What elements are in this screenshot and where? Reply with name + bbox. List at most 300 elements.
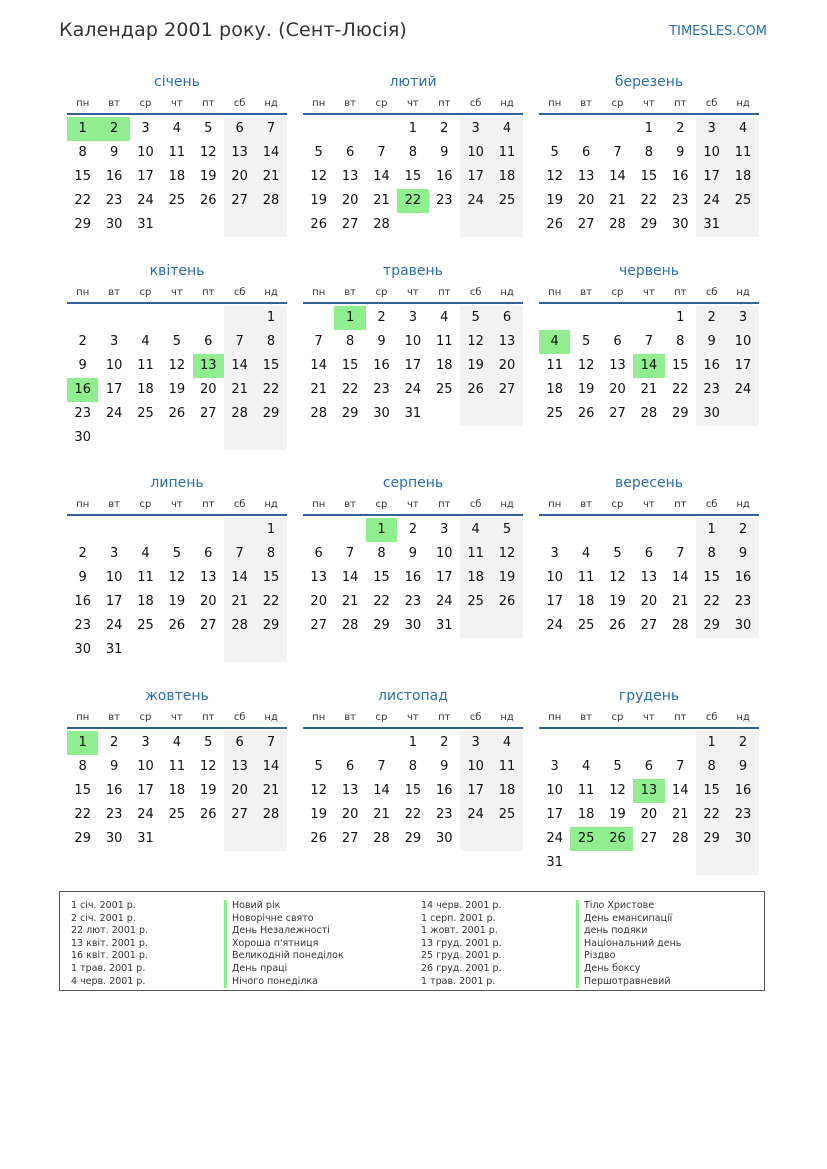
day-blank [602, 306, 633, 330]
day-cell: 11 [577, 570, 595, 585]
day-cell: 2 [78, 546, 87, 561]
day-cell: 14 [224, 354, 255, 378]
day-cell: 4 [172, 121, 181, 136]
day-cell: 17 [546, 807, 563, 822]
day-cell: 20 [609, 382, 626, 397]
day-cell: 29 [74, 831, 91, 846]
day-cell: 2 [109, 735, 119, 750]
weekday-label: пт [438, 287, 451, 298]
weekday-label: сб [469, 499, 482, 510]
day-cell: 30 [696, 402, 727, 426]
day-cell: 22 [404, 807, 422, 822]
day-cell: 23 [671, 193, 689, 208]
day-cell: 30 [435, 831, 453, 846]
day-blank [224, 518, 255, 542]
day-cell: 19 [199, 783, 217, 798]
day-cell: 24 [435, 594, 453, 609]
day-cell: 3 [141, 735, 150, 750]
page-title: Календар 2001 року. (Сент-Люсія) [59, 19, 407, 41]
day-blank [460, 213, 491, 237]
day-cell: 16 [105, 783, 123, 798]
day-cell: 4 [727, 117, 758, 141]
day-cell: 16 [435, 169, 453, 184]
day-cell: 21 [373, 807, 390, 822]
weekday-label: ср [139, 712, 152, 723]
day-cell: 24 [546, 831, 563, 846]
legend-names-left [224, 900, 344, 988]
day-cell: 2 [440, 121, 449, 136]
day-blank [255, 638, 286, 662]
day-cell: 8 [78, 145, 87, 160]
day-blank [602, 518, 633, 542]
legend-holiday-name: День Незалежності [224, 925, 344, 938]
weekday-label: сб [705, 499, 718, 510]
day-cell: 30 [727, 827, 758, 851]
day-cell: 25 [491, 803, 522, 827]
day-cell: 8 [78, 759, 87, 774]
day-blank [193, 306, 224, 330]
day-blank [224, 638, 255, 662]
day-cell: 7 [255, 117, 286, 141]
weekday-label: пн [548, 287, 562, 298]
day-cell: 26 [199, 807, 217, 822]
holiday-day-cell: 1 [366, 518, 397, 542]
day-blank [460, 402, 491, 426]
weekday-rule [67, 113, 287, 115]
day-cell: 5 [204, 735, 213, 750]
day-cell: 2 [408, 522, 417, 537]
day-cell: 20 [640, 807, 658, 822]
day-cell: 29 [696, 827, 727, 851]
day-blank [429, 402, 460, 426]
day-cell: 24 [137, 807, 154, 822]
day-cell: 17 [460, 165, 491, 189]
month-name: березень [614, 74, 684, 90]
weekday-label: ср [139, 287, 152, 298]
day-cell: 17 [546, 594, 563, 609]
day-cell: 2 [78, 334, 87, 349]
day-cell: 12 [491, 542, 522, 566]
day-cell: 21 [640, 382, 658, 397]
day-cell: 16 [105, 169, 123, 184]
day-blank [255, 426, 286, 450]
weekday-label: чт [643, 712, 655, 723]
day-cell: 19 [460, 354, 491, 378]
day-blank [193, 213, 224, 237]
holiday-day-cell: 13 [633, 779, 664, 803]
weekday-label: нд [500, 287, 514, 298]
day-cell: 4 [440, 310, 449, 325]
day-cell: 23 [435, 807, 453, 822]
day-cell: 12 [609, 783, 626, 798]
day-blank [570, 731, 601, 755]
day-cell: 25 [168, 193, 186, 208]
legend-holiday-name: Національний день [576, 938, 681, 951]
weekday-label: чт [171, 287, 183, 298]
day-cell: 2 [377, 310, 386, 325]
day-cell: 24 [727, 378, 758, 402]
day-cell: 5 [460, 306, 491, 330]
day-cell: 28 [640, 406, 658, 421]
legend-date: 22 лют. 2001 р. [71, 925, 148, 937]
day-blank [161, 306, 192, 330]
month-10 [67, 686, 287, 851]
day-blank [491, 827, 522, 851]
day-cell: 19 [199, 169, 217, 184]
weekday-label: пт [202, 499, 215, 510]
day-cell: 9 [109, 145, 119, 160]
day-cell: 13 [341, 783, 359, 798]
day-cell: 30 [74, 642, 91, 657]
day-blank [255, 827, 286, 851]
day-cell: 15 [404, 783, 422, 798]
day-cell: 22 [341, 382, 359, 397]
day-cell: 14 [224, 566, 255, 590]
month-8 [303, 473, 523, 638]
day-cell: 12 [168, 570, 186, 585]
day-cell: 19 [310, 193, 327, 208]
month-name: грудень [618, 688, 680, 704]
day-blank [727, 213, 758, 237]
day-blank [727, 851, 758, 875]
day-blank [334, 117, 365, 141]
day-cell: 30 [105, 831, 123, 846]
day-cell: 24 [137, 193, 154, 208]
day-cell: 8 [696, 542, 727, 566]
day-cell: 1 [676, 310, 685, 325]
day-cell: 6 [345, 145, 355, 160]
day-cell: 19 [310, 807, 327, 822]
day-cell: 14 [373, 169, 390, 184]
day-cell: 28 [341, 618, 359, 633]
day-cell: 31 [546, 855, 563, 870]
day-cell: 5 [172, 334, 181, 349]
day-cell: 25 [491, 189, 522, 213]
weekday-label: пн [76, 712, 90, 723]
day-cell: 17 [435, 570, 453, 585]
day-cell: 9 [109, 759, 119, 774]
day-cell: 24 [460, 189, 491, 213]
day-cell: 18 [577, 807, 595, 822]
day-cell: 14 [255, 141, 286, 165]
weekday-label: вт [344, 712, 356, 723]
day-cell: 15 [671, 358, 689, 373]
weekday-label: нд [736, 499, 750, 510]
day-cell: 25 [137, 618, 154, 633]
day-cell: 15 [696, 566, 727, 590]
holiday-day-cell: 1 [67, 117, 98, 141]
day-blank [255, 213, 286, 237]
day-cell: 11 [137, 358, 154, 373]
day-blank [491, 402, 522, 426]
weekday-label: ср [375, 712, 388, 723]
day-cell: 10 [546, 570, 563, 585]
day-cell: 5 [581, 334, 591, 349]
day-cell: 21 [341, 594, 359, 609]
day-cell: 16 [696, 354, 727, 378]
weekday-label: вт [344, 499, 356, 510]
day-cell: 30 [671, 217, 689, 232]
day-cell: 26 [546, 217, 563, 232]
month-name: травень [383, 263, 443, 279]
day-blank [633, 306, 664, 330]
day-cell: 28 [609, 217, 626, 232]
day-cell: 28 [671, 831, 689, 846]
day-cell: 21 [373, 193, 390, 208]
weekday-label: ср [611, 98, 624, 109]
site-link[interactable]: TIMESLES.COM [669, 24, 767, 39]
legend-date: 13 квіт. 2001 р. [71, 937, 148, 949]
holiday-day-cell: 22 [397, 189, 428, 213]
month-12 [539, 686, 759, 875]
holiday-day-cell: 2 [98, 117, 129, 141]
day-cell: 9 [78, 358, 87, 373]
day-cell: 20 [577, 193, 595, 208]
weekday-label: пн [548, 499, 562, 510]
weekday-label: вт [580, 499, 592, 510]
weekday-label: чт [643, 98, 655, 109]
legend-holiday-name: Новорічне свято [224, 913, 344, 926]
day-cell: 24 [404, 382, 422, 397]
day-cell: 6 [224, 731, 255, 755]
month-name: вересень [614, 475, 684, 491]
day-cell: 3 [550, 546, 559, 561]
day-cell: 10 [137, 759, 154, 774]
holiday-day-cell: 1 [334, 306, 365, 330]
weekday-label: вт [108, 98, 120, 109]
day-blank [130, 306, 161, 330]
weekday-label: пт [674, 499, 687, 510]
day-cell: 24 [696, 189, 727, 213]
weekday-label: чт [407, 712, 419, 723]
legend-date: 16 квіт. 2001 р. [71, 950, 148, 962]
day-blank [98, 426, 129, 450]
day-cell: 27 [199, 618, 217, 633]
day-cell: 25 [435, 382, 453, 397]
month-5 [303, 261, 523, 426]
day-cell: 28 [671, 618, 689, 633]
day-cell: 23 [74, 618, 91, 633]
day-cell: 19 [546, 193, 563, 208]
legend-date: 1 серп. 2001 р. [421, 912, 496, 924]
day-cell: 1 [644, 121, 653, 136]
day-cell: 3 [727, 306, 758, 330]
month-9 [539, 473, 759, 638]
day-cell: 1 [408, 121, 417, 136]
legend-dates-left [71, 900, 148, 988]
legend-date: 14 черв. 2001 р. [421, 900, 502, 911]
day-cell: 13 [199, 570, 217, 585]
day-blank [161, 638, 192, 662]
day-cell: 10 [137, 145, 154, 160]
day-cell: 2 [727, 731, 758, 755]
day-cell: 3 [408, 310, 417, 325]
day-cell: 30 [74, 430, 91, 445]
day-cell: 28 [255, 803, 286, 827]
day-cell: 4 [141, 546, 150, 561]
day-cell: 29 [373, 618, 390, 633]
weekday-label: вт [108, 499, 120, 510]
day-cell: 4 [491, 117, 522, 141]
day-cell: 6 [204, 334, 213, 349]
day-blank [429, 213, 460, 237]
day-cell: 10 [727, 330, 758, 354]
legend-date: 25 груд. 2001 р. [421, 950, 502, 962]
day-cell: 25 [546, 406, 563, 421]
weekday-rule [539, 514, 759, 516]
day-cell: 17 [404, 358, 422, 373]
day-cell: 25 [460, 590, 491, 614]
day-cell: 5 [314, 145, 323, 160]
day-cell: 25 [577, 618, 595, 633]
day-cell: 9 [377, 334, 386, 349]
day-cell: 10 [460, 141, 491, 165]
day-blank [193, 518, 224, 542]
weekday-label: пт [202, 98, 215, 109]
weekday-label: пт [202, 712, 215, 723]
day-cell: 18 [168, 783, 186, 798]
day-cell: 26 [577, 406, 595, 421]
legend-holiday-name: Великодній понеділок [224, 950, 344, 963]
day-cell: 20 [224, 165, 255, 189]
day-cell: 25 [727, 189, 758, 213]
legend-date: 26 груд. 2001 р. [421, 962, 502, 974]
weekday-label: ср [611, 287, 624, 298]
day-cell: 2 [727, 518, 758, 542]
day-cell: 1 [408, 735, 417, 750]
day-cell: 10 [105, 358, 123, 373]
day-cell: 18 [137, 382, 154, 397]
day-blank [633, 851, 664, 875]
weekday-label: ср [375, 499, 388, 510]
day-cell: 6 [644, 546, 653, 561]
weekday-label: пт [674, 712, 687, 723]
weekday-label: нд [500, 499, 514, 510]
day-cell: 27 [224, 803, 255, 827]
day-cell: 15 [341, 358, 359, 373]
weekday-rule [303, 113, 523, 115]
weekday-rule [539, 727, 759, 729]
day-cell: 15 [404, 169, 422, 184]
weekday-label: нд [500, 712, 514, 723]
weekday-label: чт [407, 287, 419, 298]
day-blank [224, 213, 255, 237]
weekday-label: пт [202, 287, 215, 298]
holiday-day-cell: 1 [67, 731, 98, 755]
month-name: січень [154, 74, 200, 90]
day-cell: 1 [696, 518, 727, 542]
holiday-day-cell: 13 [193, 354, 224, 378]
day-cell: 30 [404, 618, 422, 633]
weekday-label: пт [674, 98, 687, 109]
day-cell: 29 [74, 217, 91, 232]
weekday-rule [303, 727, 523, 729]
day-blank [539, 731, 570, 755]
day-cell: 10 [696, 141, 727, 165]
day-cell: 26 [310, 831, 327, 846]
day-cell: 10 [105, 570, 123, 585]
day-cell: 29 [255, 614, 286, 638]
day-blank [696, 851, 727, 875]
holiday-day-cell: 4 [539, 330, 570, 354]
day-cell: 20 [224, 779, 255, 803]
day-cell: 16 [74, 594, 91, 609]
weekday-label: нд [736, 287, 750, 298]
day-cell: 8 [345, 334, 355, 349]
day-cell: 22 [696, 590, 727, 614]
day-cell: 6 [581, 145, 591, 160]
day-cell: 24 [546, 618, 563, 633]
legend-holiday-name: Нічого понеділка [224, 976, 344, 989]
day-cell: 31 [696, 213, 727, 237]
day-cell: 27 [341, 217, 359, 232]
day-cell: 29 [696, 614, 727, 638]
day-cell: 16 [671, 169, 689, 184]
day-cell: 8 [408, 759, 417, 774]
day-cell: 10 [460, 755, 491, 779]
month-name: червень [618, 263, 680, 279]
holiday-legend [59, 891, 765, 991]
legend-date: 4 черв. 2001 р. [71, 975, 146, 987]
weekday-label: пн [312, 287, 326, 298]
day-blank [460, 827, 491, 851]
day-cell: 21 [671, 594, 689, 609]
month-6 [539, 261, 759, 426]
day-cell: 13 [640, 570, 658, 585]
weekday-label: сб [705, 287, 718, 298]
day-cell: 8 [377, 546, 386, 561]
weekday-rule [303, 514, 523, 516]
day-cell: 20 [341, 193, 359, 208]
month-3 [539, 72, 759, 237]
day-cell: 28 [255, 189, 286, 213]
day-cell: 10 [404, 334, 422, 349]
weekday-rule [67, 727, 287, 729]
day-cell: 3 [109, 334, 119, 349]
day-cell: 3 [109, 546, 119, 561]
holiday-day-cell: 16 [67, 378, 98, 402]
day-cell: 7 [314, 334, 323, 349]
day-cell: 9 [727, 755, 758, 779]
day-blank [633, 518, 664, 542]
day-cell: 4 [141, 334, 150, 349]
day-cell: 11 [491, 755, 522, 779]
day-cell: 14 [609, 169, 626, 184]
weekday-label: сб [233, 499, 246, 510]
day-cell: 17 [727, 354, 758, 378]
day-cell: 30 [373, 406, 390, 421]
day-blank [67, 518, 98, 542]
day-cell: 16 [727, 779, 758, 803]
day-cell: 22 [696, 803, 727, 827]
day-cell: 28 [310, 406, 327, 421]
day-cell: 9 [696, 330, 727, 354]
day-blank [224, 306, 255, 330]
day-cell: 7 [345, 546, 355, 561]
day-cell: 20 [341, 807, 359, 822]
day-cell: 3 [460, 731, 491, 755]
day-cell: 15 [74, 783, 91, 798]
day-cell: 3 [141, 121, 150, 136]
day-cell: 29 [341, 406, 359, 421]
weekday-label: нд [736, 712, 750, 723]
day-cell: 19 [609, 807, 626, 822]
day-blank [303, 518, 334, 542]
legend-holiday-name: День праці [224, 963, 344, 976]
day-cell: 21 [224, 378, 255, 402]
day-cell: 16 [727, 566, 758, 590]
day-cell: 14 [255, 755, 286, 779]
